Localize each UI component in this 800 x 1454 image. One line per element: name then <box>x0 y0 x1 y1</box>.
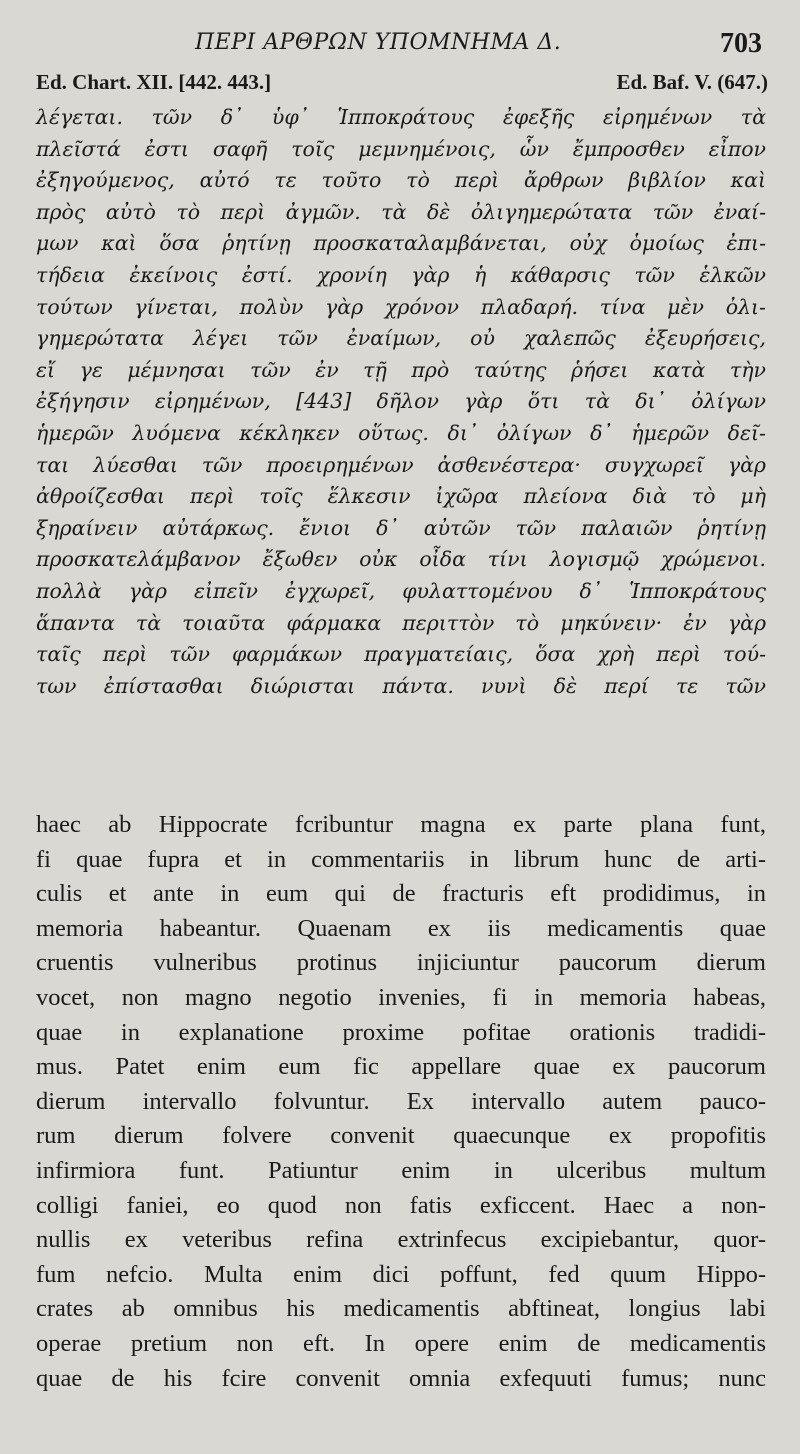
latin-text-line: memoria habeantur. Quaenam ex iis medicamentis quae <box>36 914 766 942</box>
latin-text-line: mus. Patet enim eum fic appellare quae ex paucorum <box>36 1053 766 1081</box>
greek-text-line: ἀθροίζεσθαι περὶ τοῖς ἕλκεσιν ἰχῶρα πλείονα διὰ τὸ μὴ <box>36 484 766 509</box>
page-number: 703 <box>720 28 762 59</box>
greek-text-line: προσκατελάμβανον ἔξωθεν οὐκ οἶδα τίνι λογισμῷ χρώμενοι. <box>36 547 766 572</box>
latin-text-line: rum dierum folvere convenit quaecunque ex propofitis <box>36 1122 766 1150</box>
greek-text-line: πρὸς αὐτὸ τὸ περὶ ἀγμῶν. τὰ δὲ ὀλιγημερώτατα τῶν ἐναί- <box>36 199 766 224</box>
latin-text-line: haec ab Hippocrate fcribuntur magna ex parte plana funt, <box>36 811 766 838</box>
latin-text-line: dierum intervallo folvuntur. Ex intervallo autem pauco- <box>36 1087 766 1115</box>
greek-text-line: ἐξηγούμενος, αὐτό τε τοῦτο τὸ περὶ ἄρθρων βιβλίον καὶ <box>36 168 766 193</box>
latin-text-line: culis et ante in eum qui de fracturis eft prodidimus, in <box>36 880 766 908</box>
latin-text-line: colligi faniei, eo quod non fatis exficcent. Haec a non- <box>36 1191 766 1219</box>
greek-text-line: τήδεια ἐκείνοις ἐστί. χρονίη γὰρ ἡ κάθαρσις τῶν ἑλκῶν <box>36 262 766 287</box>
greek-text-line: πλεῖστά ἐστι σαφῆ τοῖς μεμνημένοις, ὧν ἔμπροσθεν εἶπον <box>36 136 766 161</box>
edition-reference-left: Ed. Chart. XII. [442. 443.] <box>36 70 272 94</box>
greek-text-block <box>36 102 766 702</box>
latin-text-line: quae in explanatione proxime pofitae orationis tradidi- <box>36 1018 766 1046</box>
greek-text-line: ταῖς περὶ τῶν φαρμάκων πραγματείαις, ὅσα χρὴ περὶ τού- <box>36 642 766 667</box>
running-head: ΠΕΡΙ ΑΡΘΡΩΝ ΥΠΟΜΝΗΜΑ Δ. <box>195 30 562 55</box>
greek-text-line: ται λύεσθαι τῶν προειρημένων ἀσθενέστερα· συγχωρεῖ γὰρ <box>36 452 766 477</box>
greek-text-line: των ἐπίστασθαι διώρισται πάντα. νυνὶ δὲ περί τε τῶν <box>36 673 766 698</box>
edition-reference-right: Ed. Baf. V. (647.) <box>616 70 768 94</box>
latin-text-line: crates ab omnibus his medicamentis abftineat, longius labi <box>36 1295 766 1323</box>
greek-text-line: ἐξήγησιν εἰρημένων, [443] δῆλον γὰρ ὅτι τὰ δι᾽ ὀλίγων <box>36 389 766 414</box>
greek-text-line: ξηραίνειν αὐτάρκως. ἔνιοι δ᾽ αὐτῶν τῶν παλαιῶν ῥητίνῃ <box>36 515 766 540</box>
greek-text-line: μων καὶ ὅσα ῥητίνῃ προσκαταλαμβάνεται, οὐχ ὁμοίως ἐπι- <box>36 231 766 256</box>
latin-text-line: fum nefcio. Multa enim dici poffunt, fed quum Hippo- <box>36 1260 766 1288</box>
latin-text-block <box>36 808 766 1396</box>
latin-text-line: infirmiora funt. Patiuntur enim in ulceribus multum <box>36 1156 766 1184</box>
latin-text-line: fi quae fupra et in commentariis in librum hunc de arti- <box>36 845 766 873</box>
latin-text-line: quae de his fcire convenit omnia exfequuti fumus; nunc <box>36 1364 766 1392</box>
latin-text-line: operae pretium non eft. In opere enim de medicamentis <box>36 1329 766 1357</box>
latin-text-line: vocet, non magno negotio invenies, fi in memoria habeas, <box>36 983 766 1011</box>
greek-text-line: ἡμερῶν λυόμενα κέκληκεν οὕτως. δι᾽ ὀλίγων δ᾽ ἡμερῶν δεῖ- <box>36 420 766 445</box>
latin-text-line: nullis ex veteribus refina extrinfecus excipiebantur, quor- <box>36 1226 766 1254</box>
greek-text-line: πολλὰ γὰρ εἰπεῖν ἐγχωρεῖ, φυλαττομένου δ᾽ Ἱπποκράτους <box>36 578 766 603</box>
greek-text-line: λέγεται. τῶν δ᾽ ὑφ᾽ Ἱπποκράτους ἐφεξῆς εἰρημένων τὰ <box>36 105 766 129</box>
latin-text-line: cruentis vulneribus protinus injiciuntur paucorum dierum <box>36 949 766 977</box>
greek-text-line: εἴ γε μέμνησαι τῶν ἐν τῇ πρὸ ταύτης ῥήσει κατὰ τὴν <box>36 357 766 382</box>
greek-text-line: τούτων γίνεται, πολὺν γὰρ χρόνον πλαδαρή. τίνα μὲν ὀλι- <box>36 294 766 319</box>
greek-text-line: γημερώτατα λέγει τῶν ἐναίμων, οὐ χαλεπῶς ἐξευρήσεις, <box>36 326 766 351</box>
greek-text-line: ἅπαντα τὰ τοιαῦτα φάρμακα περιττὸν τὸ μηκύνειν· ἐν γὰρ <box>36 610 766 635</box>
